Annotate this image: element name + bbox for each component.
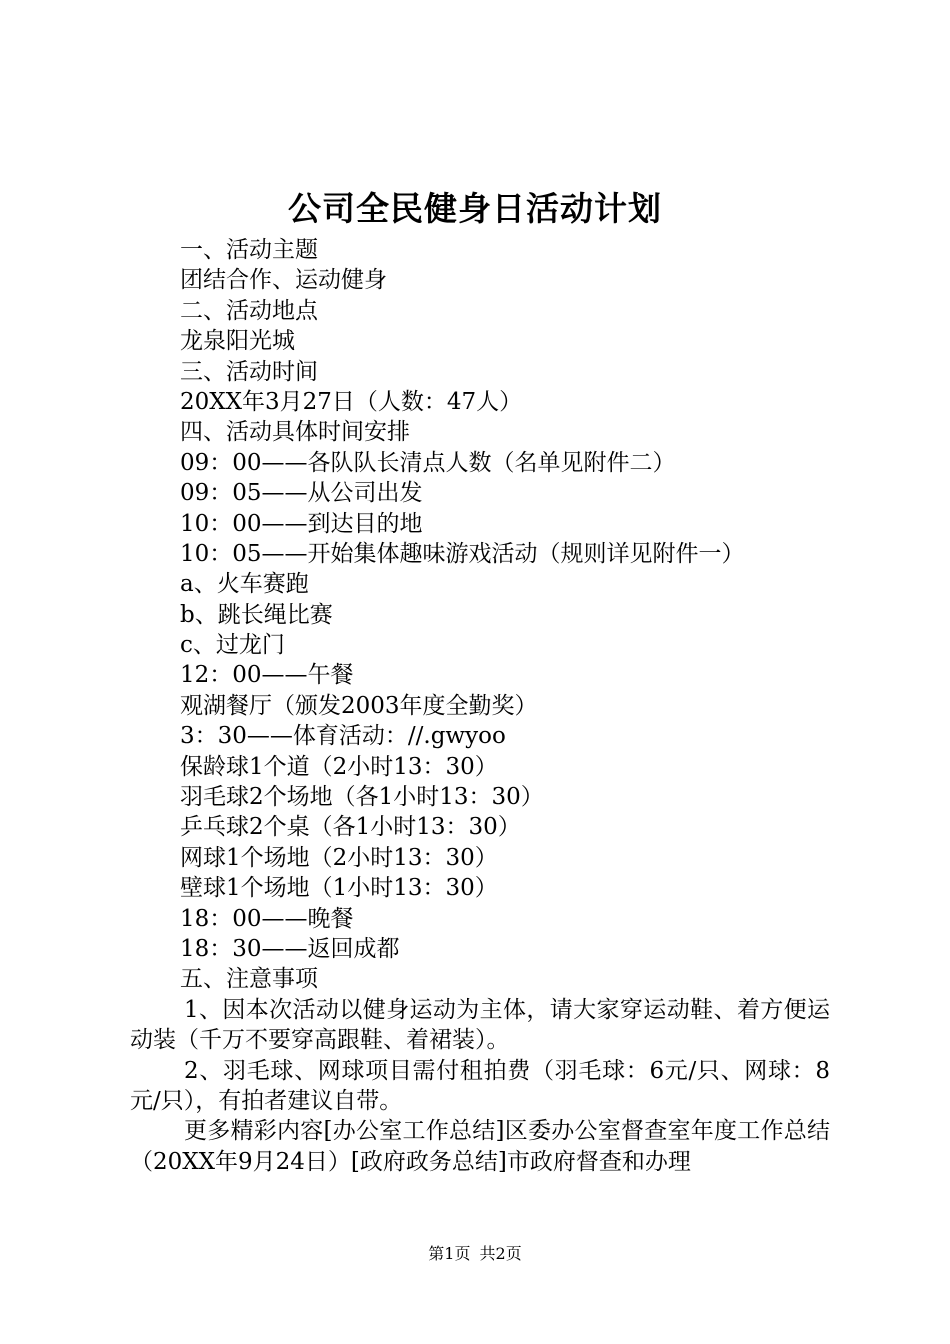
page-footer bbox=[0, 1242, 950, 1266]
page-total: 共2页 bbox=[479, 1244, 522, 1263]
document-body bbox=[0, 235, 950, 1177]
body-line: 龙泉阳光城 bbox=[180, 328, 295, 355]
document-title: 公司全民健身日活动计划 bbox=[288, 189, 662, 228]
note-paragraph: 2、羽毛球、网球项目需付租拍费（羽毛球：6元/只、网球：8元/只），有拍者建议自带。 bbox=[130, 1057, 830, 1114]
schedule-line: b、跳长绳比赛 bbox=[180, 601, 333, 628]
more-content-paragraph: 更多精彩内容[办公室工作总结]区委办公室督查室年度工作总结（20XX年9月24日）[政府政务总结]市政府督查和办理 bbox=[130, 1118, 830, 1175]
schedule-line: 羽毛球2个场地（各1小时13：30） bbox=[180, 784, 544, 811]
section-heading-schedule: 四、活动具体时间安排 bbox=[180, 419, 410, 446]
schedule-line: 保龄球1个道（2小时13：30） bbox=[180, 753, 498, 780]
section-heading-time: 三、活动时间 bbox=[180, 358, 318, 385]
section-heading-location: 二、活动地点 bbox=[180, 297, 318, 324]
schedule-line: c、过龙门 bbox=[180, 632, 285, 659]
schedule-line: 10：00——到达目的地 bbox=[180, 510, 423, 537]
body-line: 团结合作、运动健身 bbox=[180, 267, 387, 294]
schedule-line: 壁球1个场地（1小时13：30） bbox=[180, 875, 498, 902]
schedule-line: 观湖餐厅（颁发2003年度全勤奖） bbox=[180, 692, 538, 719]
schedule-line: 12：00——午餐 bbox=[180, 662, 354, 689]
schedule-line: 3：30——体育活动：//.gwyoo bbox=[180, 723, 506, 750]
schedule-line: 网球1个场地（2小时13：30） bbox=[180, 844, 498, 871]
schedule-line: 10：05——开始集体趣味游戏活动（规则详见附件一） bbox=[180, 540, 745, 567]
schedule-line: 09：00——各队队长清点人数（名单见附件二） bbox=[180, 449, 676, 476]
schedule-line: a、火车赛跑 bbox=[180, 571, 309, 598]
body-line: 20XX年3月27日（人数：47人） bbox=[180, 388, 523, 415]
page-number: 第1页 bbox=[428, 1244, 471, 1263]
schedule-line: 乒乓球2个桌（各1小时13：30） bbox=[180, 814, 521, 841]
section-heading-theme: 一、活动主题 bbox=[180, 237, 318, 263]
section-heading-notes: 五、注意事项 bbox=[180, 966, 318, 993]
schedule-line: 18：30——返回成都 bbox=[180, 935, 400, 962]
schedule-line: 18：00——晚餐 bbox=[180, 905, 354, 932]
note-paragraph: 1、因本次活动以健身运动为主体，请大家穿运动鞋、着方便运动装（千万不要穿高跟鞋、着裙装）。 bbox=[130, 996, 830, 1054]
schedule-line: 09：05——从公司出发 bbox=[180, 480, 423, 507]
